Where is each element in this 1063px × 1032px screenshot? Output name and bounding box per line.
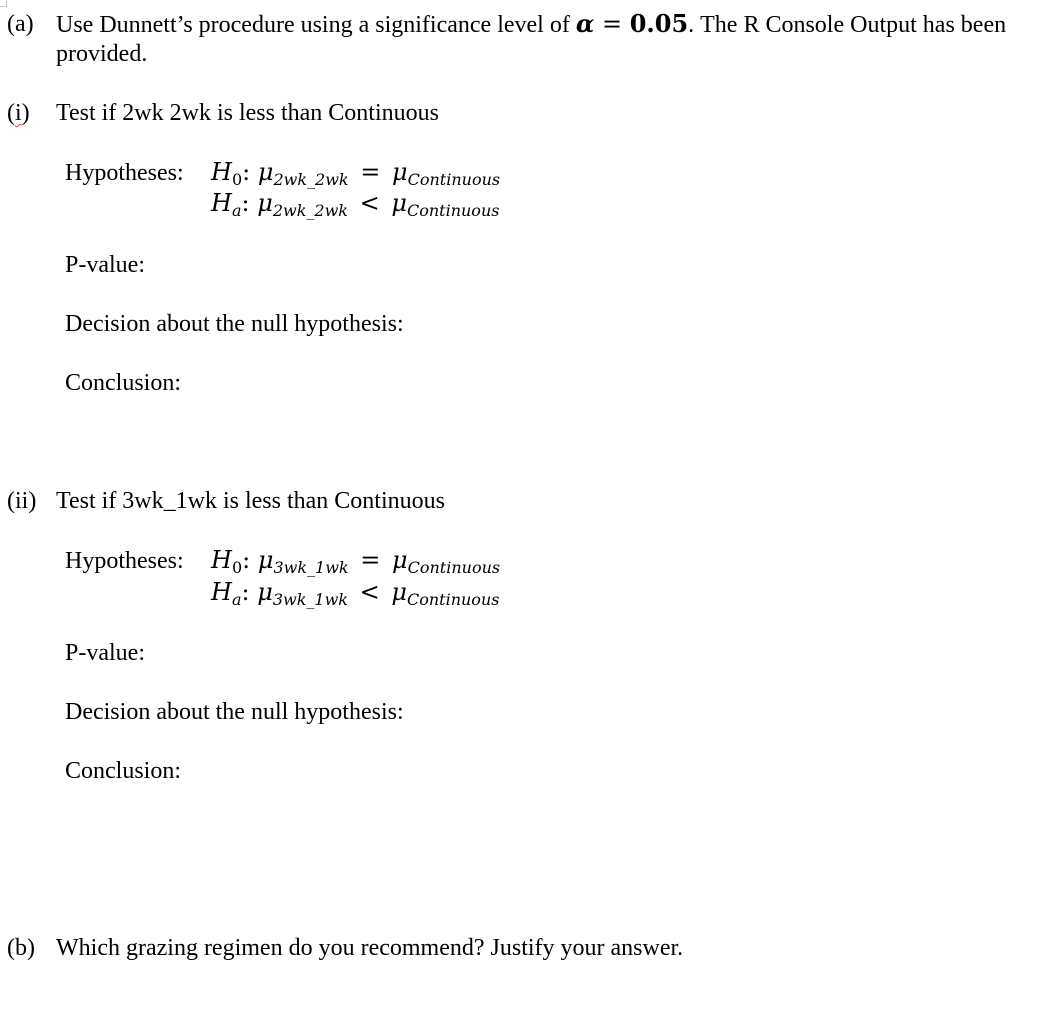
part-i-pvalue-label: P-value: (65, 252, 145, 278)
part-ii-null-hypothesis (211, 546, 501, 577)
part-i-alt-hypothesis (211, 189, 500, 220)
less-than-operator: < (359, 578, 380, 606)
part-a-label: (a) (7, 11, 34, 37)
mu-symbol: μ (257, 578, 273, 606)
equals-operator: = (360, 158, 381, 186)
part-i-conclusion-label: Conclusion: (65, 370, 182, 396)
part-i-question: Test if 2wk 2wk is less than Continuous (56, 100, 439, 126)
part-a-intro (56, 9, 1007, 38)
mu-symbol: μ (392, 546, 408, 574)
part-b-label: (b) (7, 935, 35, 961)
part-i-label (7, 101, 30, 125)
alpha-symbol: α (575, 9, 595, 38)
part-a-intro-text: Use Dunnett’s procedure using a significance level of (56, 12, 576, 38)
part-ii-hypotheses-label: Hypotheses: (65, 548, 184, 574)
part-a-intro-line2: provided. (56, 41, 148, 67)
part-ii-question: Test if 3wk_1wk is less than Continuous (56, 488, 445, 514)
group-subscript: 2wk_2wk (273, 170, 349, 189)
control-subscript: Continuous (407, 558, 501, 577)
ha-subscript: a (231, 590, 242, 609)
ha-subscript: a (231, 201, 242, 220)
control-subscript: Continuous (407, 170, 501, 189)
equals-operator: = (360, 546, 381, 574)
mu-symbol: μ (391, 578, 407, 606)
less-than-operator: < (359, 189, 380, 217)
part-i-decision-label: Decision about the null hypothesis: (65, 311, 404, 337)
part-ii-pvalue-label: P-value: (65, 640, 145, 666)
mu-symbol: μ (257, 546, 274, 574)
part-ii-alt-hypothesis (211, 578, 500, 609)
page-corner-mark (0, 0, 7, 7)
part-ii-conclusion-label: Conclusion: (65, 758, 182, 784)
mu-symbol: μ (392, 158, 408, 186)
group-subscript: 3wk_1wk (273, 558, 349, 577)
alpha-value: 0.05 (629, 9, 689, 38)
part-ii-decision-label: Decision about the null hypothesis: (65, 699, 404, 725)
colon: : (241, 578, 250, 606)
colon: : (241, 189, 250, 217)
part-i-label-inner: i (15, 100, 22, 126)
group-subscript: 2wk_2wk (272, 201, 348, 220)
h0-symbol: H (211, 546, 232, 574)
mu-symbol: μ (257, 158, 274, 186)
part-i-hypotheses-label: Hypotheses: (65, 160, 184, 186)
control-subscript: Continuous (406, 590, 500, 609)
part-i-label-close: ) (21, 100, 30, 126)
h0-symbol: H (211, 158, 232, 186)
ha-symbol: H (211, 578, 232, 606)
h0-subscript: 0 (231, 170, 243, 189)
part-i-null-hypothesis (211, 158, 501, 189)
alpha-equals: = (594, 10, 630, 38)
part-a-intro-tail: . The R Console Output has been (688, 12, 1007, 38)
control-subscript: Continuous (406, 201, 500, 220)
colon: : (242, 546, 251, 574)
part-ii-label: (ii) (7, 488, 37, 514)
part-b-question: Which grazing regimen do you recommend? Justify your answer. (56, 935, 684, 961)
mu-symbol: μ (257, 189, 273, 217)
mu-symbol: μ (391, 189, 407, 217)
colon: : (242, 158, 251, 186)
part-i-label-open: ( (7, 100, 15, 126)
group-subscript: 3wk_1wk (272, 590, 348, 609)
ha-symbol: H (211, 189, 232, 217)
h0-subscript: 0 (231, 558, 243, 577)
